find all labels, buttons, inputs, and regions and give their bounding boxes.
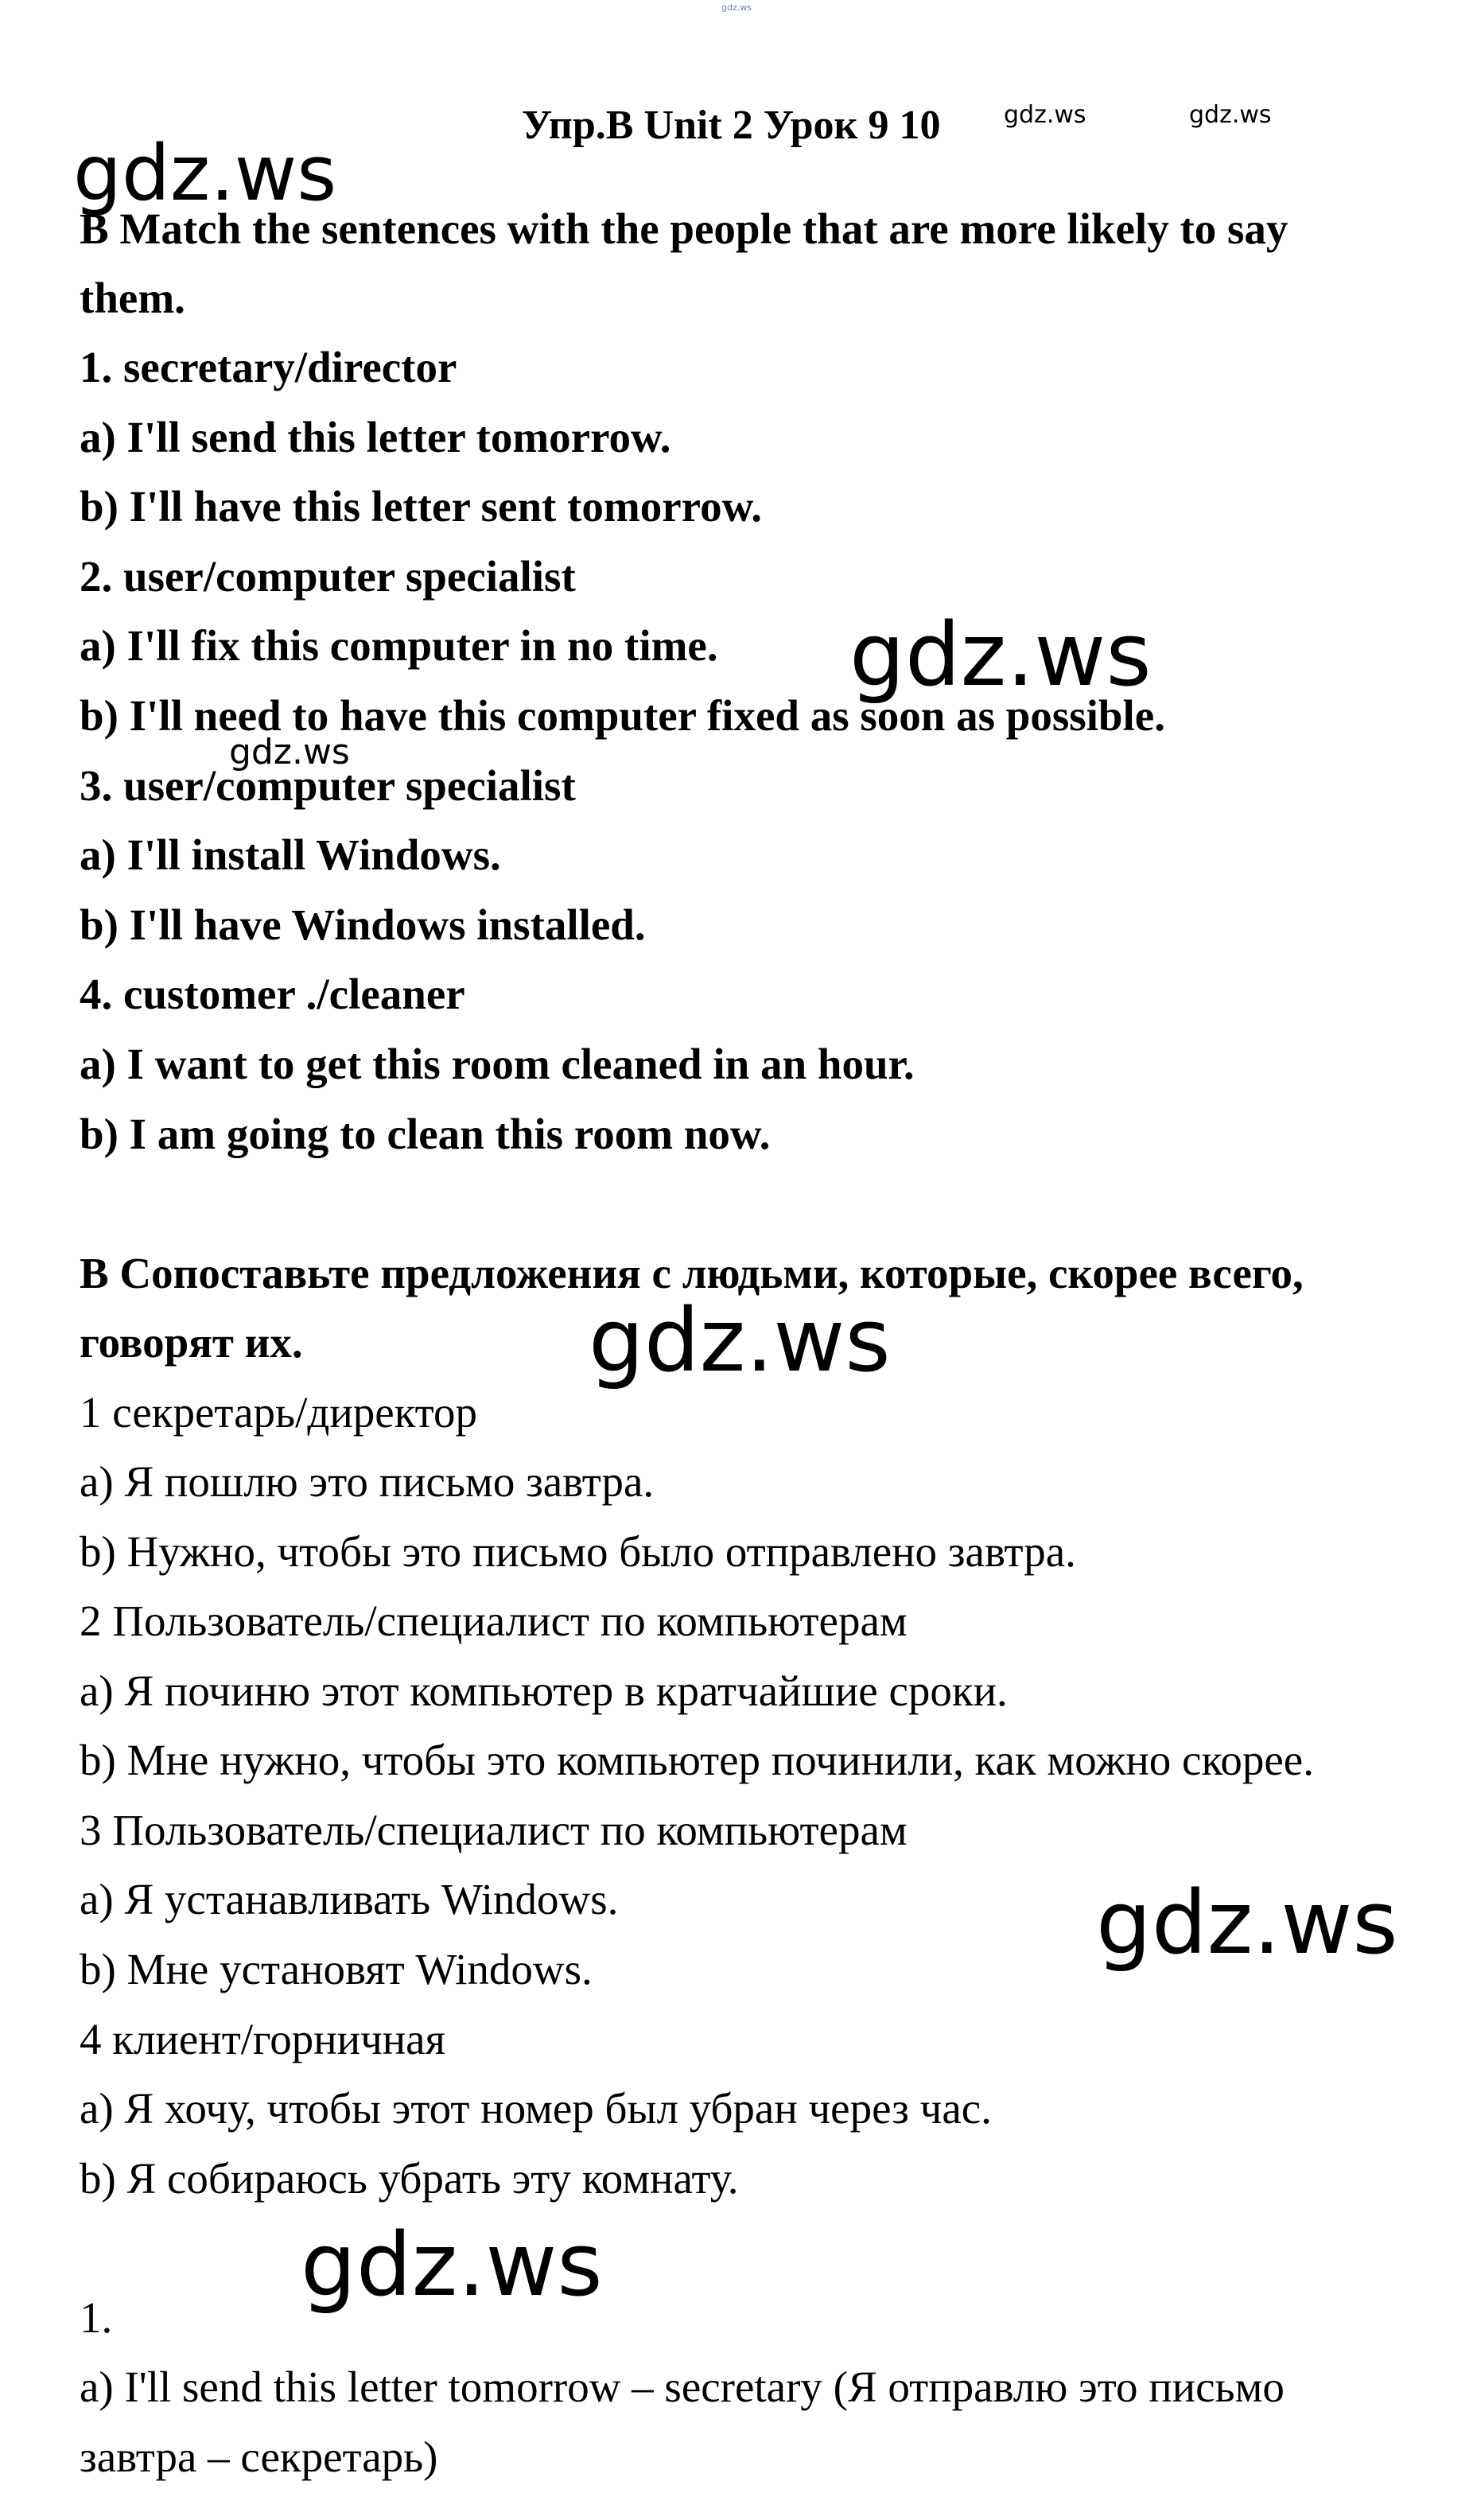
russian-instruction-line1: B Сопоставьте предложения с людьми, которые, скорее всего,: [80, 1249, 1304, 1297]
russian-item-4-b: b) Я собираюсь убрать эту комнату.: [80, 2154, 739, 2203]
english-item-1-a: a) I'll send this letter tomorrow.: [80, 413, 671, 461]
page-title: Упр.B Unit 2 Урок 9 10: [522, 103, 941, 148]
russian-item-2-b: b) Мне нужно, чтобы это компьютер починили, как можно скорее.: [80, 1736, 1314, 1784]
russian-item-4-a: a) Я хочу, чтобы этот номер был убран через час.: [80, 2084, 992, 2133]
russian-item-1-b: b) Нужно, чтобы это письмо было отправлено завтра.: [80, 1527, 1076, 1576]
english-instruction-line1: B Match the sentences with the people that are more likely to say: [80, 204, 1288, 253]
english-item-2-heading: 2. user/computer specialist: [80, 552, 576, 601]
answer-number: 1.: [80, 2293, 113, 2342]
russian-item-4-heading: 4 клиент/горничная: [80, 2015, 445, 2063]
russian-item-2-heading: 2 Пользователь/специалист по компьютерам: [80, 1596, 908, 1645]
answer-line1: a) I'll send this letter tomorrow – secretary (Я отправлю это письмо: [80, 2362, 1285, 2411]
russian-item-1-heading: 1 секретарь/директор: [80, 1388, 477, 1437]
russian-item-3-heading: 3 Пользователь/специалист по компьютерам: [80, 1806, 908, 1854]
english-item-2-a: a) I'll fix this computer in no time.: [80, 621, 718, 670]
english-item-1-b: b) I'll have this letter sent tomorrow.: [80, 482, 763, 531]
english-item-3-heading: 3. user/computer specialist: [80, 761, 576, 810]
watermark-small-title: gdz.ws: [1004, 101, 1086, 129]
english-item-4-b: b) I am going to clean this room now.: [80, 1110, 771, 1158]
watermark-mid-3: gdz.ws: [1096, 1872, 1398, 1974]
watermark-medium: gdz.ws: [229, 732, 350, 772]
english-instruction-line2: them.: [80, 274, 185, 322]
english-item-1-heading: 1. secretary/director: [80, 343, 457, 391]
russian-instruction-line2: говорят их.: [80, 1318, 303, 1367]
russian-item-3-a: a) Я устанавливать Windows.: [80, 1875, 619, 1923]
russian-item-1-a: a) Я пошлю это письмо завтра.: [80, 1457, 655, 1506]
watermark-mid-2: gdz.ws: [589, 1289, 891, 1391]
english-item-3-a: a) I'll install Windows.: [80, 830, 501, 879]
english-item-4-heading: 4. customer ./cleaner: [80, 970, 465, 1018]
answer-line2: завтра – секретарь): [80, 2432, 438, 2481]
watermark-tiny: gdz.ws: [721, 2, 752, 13]
english-item-3-b: b) I'll have Windows installed.: [80, 900, 646, 949]
russian-item-3-b: b) Мне установят Windows.: [80, 1945, 593, 1993]
english-item-4-a: a) I want to get this room cleaned in an hour.: [80, 1040, 915, 1088]
watermark-bottom: gdz.ws: [301, 2214, 603, 2316]
russian-item-2-a: a) Я починю этот компьютер в кратчайшие сроки.: [80, 1666, 1008, 1715]
watermark-small-right: gdz.ws: [1189, 101, 1272, 129]
english-item-2-b: b) I'll need to have this computer fixed as soon as possible.: [80, 691, 1165, 740]
watermark-mid-1: gdz.ws: [849, 604, 1152, 706]
watermark-top-left: gdz.ws: [73, 129, 337, 218]
